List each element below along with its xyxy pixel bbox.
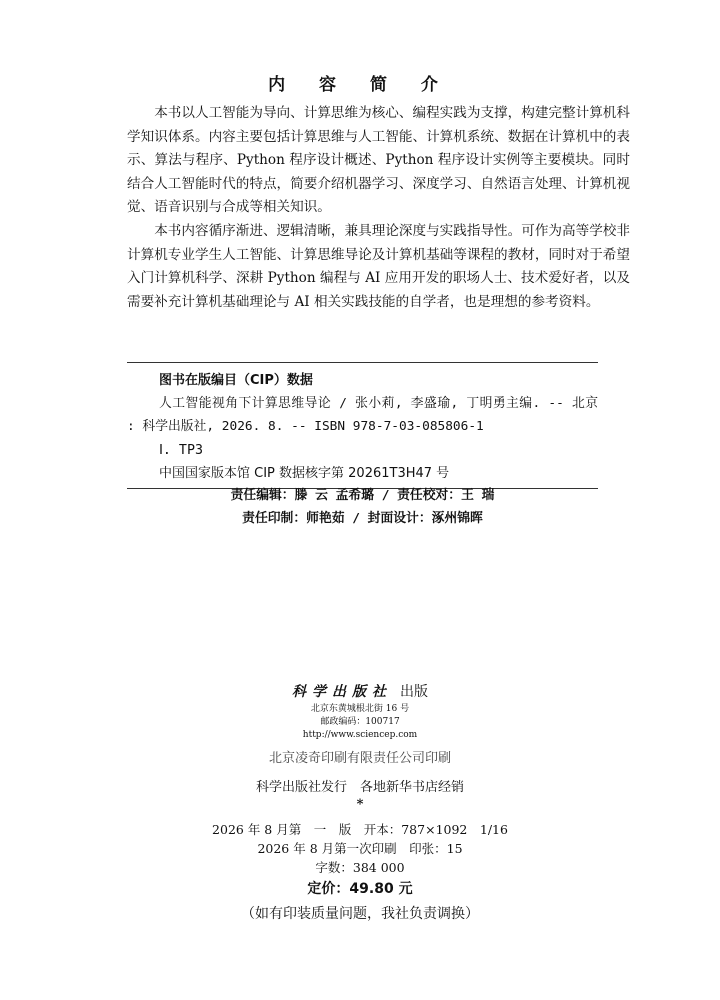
edition-line-1: 2026 年 8 月第 一 版 开本：787×1092 1/16 (212, 822, 508, 837)
publisher-address: 北京东黄城根北街 16 号 (310, 704, 410, 714)
publisher-name: 科学出版社 (292, 684, 392, 700)
publisher-postcode: 邮政编码：100717 (320, 717, 400, 727)
summary-paragraph-1: 本书以人工智能为导向、计算思维为核心、编程实践为支撑，构建完整计算机科学知识体系。内容主要包括计算思维与人工智能、计算机系统、数据在计算机中的表示、算法与程序、Python 程序设计概述、Python 程序设计实例等主要模块。同时结合人工智能时代的特点，简要介绍机器学习、深度学习、自然语言处理、计算机视觉、语音识别与合成等相关知识。 (127, 105, 630, 216)
printer-line: 北京凌奇印刷有限责任公司印刷 (268, 751, 451, 766)
page-title: 内 容 简 介 (268, 75, 452, 95)
distribution-line: 科学出版社发行 各地新华书店经销 (255, 780, 464, 795)
word-count: 字数：384 000 (315, 860, 405, 875)
quality-notice: （如有印装质量问题，我社负责调换） (241, 906, 479, 922)
publisher-url: http://www.sciencep.com (302, 730, 418, 740)
production-credits: 责任印制：师艳茹 / 封面设计：涿州锦晖 (242, 511, 483, 526)
price: 定价：49.80 元 (307, 881, 413, 897)
cip-record: 人工智能视角下计算思维导论 / 张小莉, 李盛瑜, 丁明勇主编. -- 北京 : 科学出版社, 2026. 8. -- ISBN 978-7-03-085806-1 (127, 396, 598, 435)
cip-data-number: 中国国家版本馆 CIP 数据核字第 20261T3H47 号 (159, 465, 450, 481)
cip-classification: Ⅰ. TP3 (159, 442, 203, 458)
cip-heading: 图书在版编目（CIP）数据 (159, 373, 313, 388)
publisher-line (0, 681, 720, 701)
publisher-suffix: 出版 (400, 684, 428, 700)
editor-credits: 责任编辑：滕 云 孟希璐 / 责任校对：王 瑞 (230, 488, 495, 503)
summary-paragraph-2: 本书内容循序渐进、逻辑清晰，兼具理论深度与实践指导性。可作为高等学校非计算机专业学生人工智能、计算思维导论及计算机基础等课程的教材，同时对于希望入门计算机科学、深耕 Python 编程与 AI 应用开发的职场人士、技术爱好者，以及需要补充计算机基础理论与 AI 相关实践技能的自学者，也是理想的参考资料。 (127, 222, 630, 310)
separator-asterisk: * (356, 797, 364, 812)
cip-data-block (127, 362, 598, 489)
edition-line-2: 2026 年 8 月第一次印刷 印张：15 (257, 841, 463, 856)
content-summary (127, 102, 630, 314)
